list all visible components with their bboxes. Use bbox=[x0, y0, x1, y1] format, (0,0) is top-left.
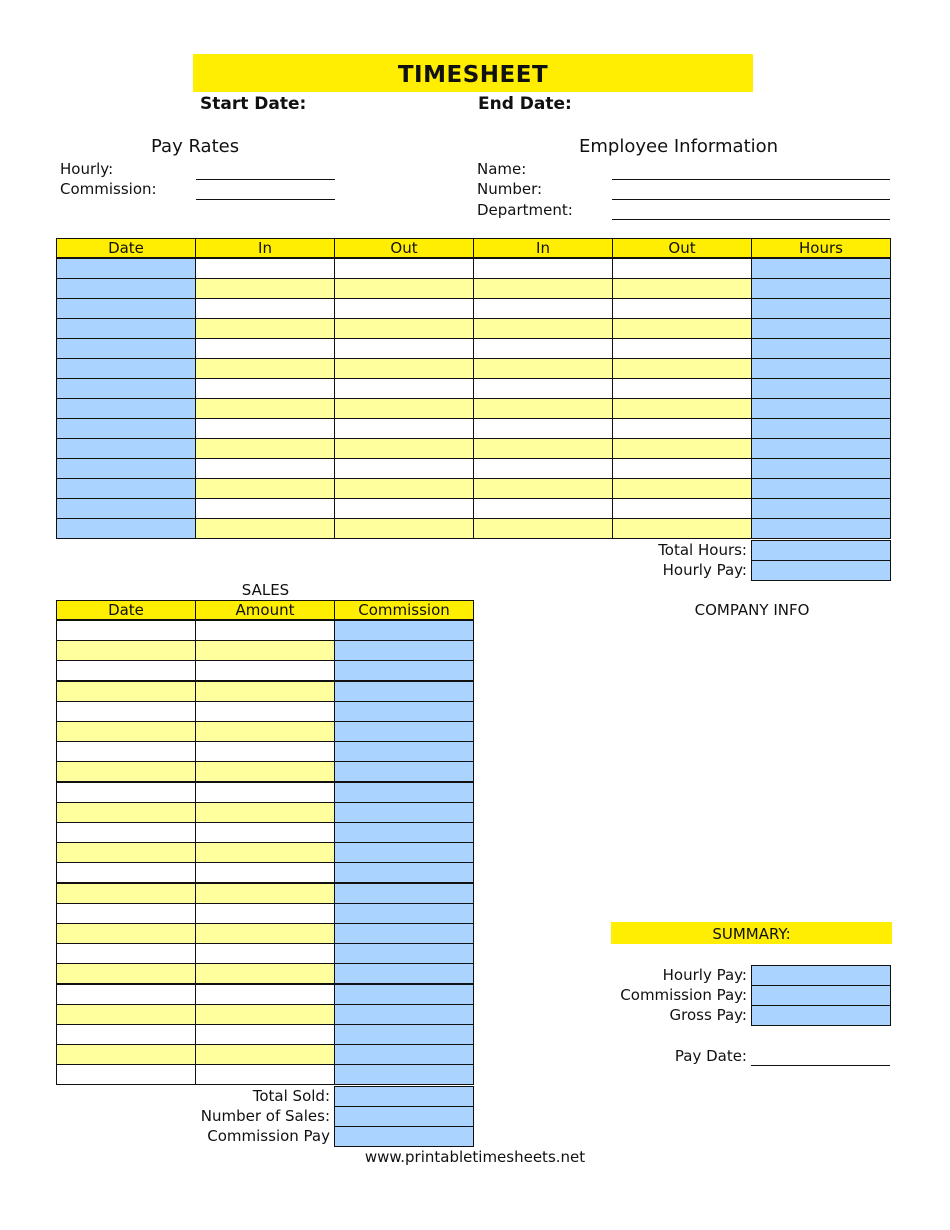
number-of-sales-field[interactable] bbox=[334, 1106, 474, 1127]
sales-cell-r11-c0[interactable] bbox=[56, 842, 196, 863]
time-cell-r2-c5[interactable] bbox=[751, 298, 891, 319]
time-cell-r6-c2[interactable] bbox=[334, 378, 474, 399]
time-cell-r12-c4[interactable] bbox=[612, 498, 752, 519]
sales-cell-r5-c0[interactable] bbox=[56, 721, 196, 742]
sales-header-amount: Amount bbox=[195, 600, 335, 620]
pay-date-field[interactable] bbox=[751, 1065, 890, 1066]
time-cell-r9-c4[interactable] bbox=[612, 438, 752, 459]
time-cell-r6-c5[interactable] bbox=[751, 378, 891, 399]
time-cell-r6-c1[interactable] bbox=[195, 378, 335, 399]
time-cell-r4-c5[interactable] bbox=[751, 338, 891, 359]
time-cell-r1-c3[interactable] bbox=[473, 278, 613, 299]
time-cell-r9-c5[interactable] bbox=[751, 438, 891, 459]
time-cell-r8-c5[interactable] bbox=[751, 418, 891, 439]
total-sold-field[interactable] bbox=[334, 1086, 474, 1107]
sales-cell-r6-c1[interactable] bbox=[195, 741, 335, 762]
sales-cell-r7-c2[interactable] bbox=[334, 761, 474, 782]
sales-cell-r13-c2[interactable] bbox=[334, 883, 474, 904]
time-header-in-3: In bbox=[473, 238, 613, 258]
time-cell-r11-c2[interactable] bbox=[334, 478, 474, 499]
department-label: Department: bbox=[477, 201, 573, 219]
number-of-sales-label: Number of Sales: bbox=[200, 1107, 330, 1125]
summary-hourly-pay-field[interactable] bbox=[751, 965, 891, 986]
sales-cell-r0-c1[interactable] bbox=[195, 620, 335, 641]
sales-cell-r16-c2[interactable] bbox=[334, 943, 474, 964]
sales-cell-r21-c1[interactable] bbox=[195, 1044, 335, 1065]
time-cell-r10-c4[interactable] bbox=[612, 458, 752, 479]
sales-cell-r18-c2[interactable] bbox=[334, 984, 474, 1005]
sales-cell-r17-c0[interactable] bbox=[56, 963, 196, 984]
sales-cell-r2-c1[interactable] bbox=[195, 660, 335, 681]
time-header-hours-5: Hours bbox=[751, 238, 891, 258]
sales-cell-r12-c0[interactable] bbox=[56, 862, 196, 883]
time-cell-r11-c5[interactable] bbox=[751, 478, 891, 499]
sales-cell-r18-c0[interactable] bbox=[56, 984, 196, 1005]
end-date-label: End Date: bbox=[478, 94, 572, 114]
time-header-in-1: In bbox=[195, 238, 335, 258]
pay-rates-heading: Pay Rates bbox=[151, 136, 240, 157]
time-cell-r12-c3[interactable] bbox=[473, 498, 613, 519]
sales-cell-r15-c0[interactable] bbox=[56, 923, 196, 944]
time-cell-r0-c4[interactable] bbox=[612, 258, 752, 279]
time-cell-r5-c2[interactable] bbox=[334, 358, 474, 379]
time-cell-r4-c2[interactable] bbox=[334, 338, 474, 359]
time-cell-r3-c4[interactable] bbox=[612, 318, 752, 339]
time-cell-r5-c3[interactable] bbox=[473, 358, 613, 379]
time-cell-r13-c1[interactable] bbox=[195, 518, 335, 539]
time-cell-r12-c0[interactable] bbox=[56, 498, 196, 519]
page-title: TIMESHEET bbox=[193, 54, 753, 92]
sales-cell-r8-c2[interactable] bbox=[334, 782, 474, 803]
time-cell-r4-c3[interactable] bbox=[473, 338, 613, 359]
time-cell-r7-c1[interactable] bbox=[195, 398, 335, 419]
time-cell-r6-c0[interactable] bbox=[56, 378, 196, 399]
time-cell-r3-c5[interactable] bbox=[751, 318, 891, 339]
time-cell-r1-c2[interactable] bbox=[334, 278, 474, 299]
time-cell-r10-c1[interactable] bbox=[195, 458, 335, 479]
sales-header-commission: Commission bbox=[334, 600, 474, 620]
time-cell-r5-c5[interactable] bbox=[751, 358, 891, 379]
time-cell-r9-c0[interactable] bbox=[56, 438, 196, 459]
time-cell-r5-c0[interactable] bbox=[56, 358, 196, 379]
sales-cell-r10-c1[interactable] bbox=[195, 822, 335, 843]
sales-cell-r11-c1[interactable] bbox=[195, 842, 335, 863]
sales-cell-r1-c0[interactable] bbox=[56, 640, 196, 661]
hourly-pay-label: Hourly Pay: bbox=[662, 561, 747, 579]
time-cell-r11-c0[interactable] bbox=[56, 478, 196, 499]
sales-cell-r4-c0[interactable] bbox=[56, 701, 196, 722]
summary-commission-pay-field[interactable] bbox=[751, 985, 891, 1006]
sales-cell-r13-c1[interactable] bbox=[195, 883, 335, 904]
sales-cell-r14-c1[interactable] bbox=[195, 903, 335, 924]
time-cell-r1-c5[interactable] bbox=[751, 278, 891, 299]
commission-rate-label: Commission: bbox=[60, 180, 157, 198]
sales-cell-r22-c1[interactable] bbox=[195, 1064, 335, 1085]
sales-cell-r9-c2[interactable] bbox=[334, 802, 474, 823]
time-cell-r2-c4[interactable] bbox=[612, 298, 752, 319]
time-cell-r8-c2[interactable] bbox=[334, 418, 474, 439]
time-cell-r6-c3[interactable] bbox=[473, 378, 613, 399]
time-cell-r1-c1[interactable] bbox=[195, 278, 335, 299]
company-info-label: COMPANY INFO bbox=[694, 601, 810, 619]
number-label: Number: bbox=[477, 180, 543, 198]
sales-cell-r14-c0[interactable] bbox=[56, 903, 196, 924]
sales-cell-r4-c2[interactable] bbox=[334, 701, 474, 722]
time-cell-r8-c3[interactable] bbox=[473, 418, 613, 439]
time-cell-r2-c3[interactable] bbox=[473, 298, 613, 319]
sales-cell-r1-c1[interactable] bbox=[195, 640, 335, 661]
name-label: Name: bbox=[477, 160, 527, 178]
time-cell-r12-c2[interactable] bbox=[334, 498, 474, 519]
commission-rate-field[interactable] bbox=[196, 199, 335, 200]
sales-cell-r22-c2[interactable] bbox=[334, 1064, 474, 1085]
time-cell-r0-c2[interactable] bbox=[334, 258, 474, 279]
sales-cell-r3-c2[interactable] bbox=[334, 681, 474, 702]
time-cell-r2-c1[interactable] bbox=[195, 298, 335, 319]
sales-heading: SALES bbox=[241, 581, 290, 599]
commission-pay-field[interactable] bbox=[334, 1126, 474, 1147]
time-cell-r4-c1[interactable] bbox=[195, 338, 335, 359]
sales-cell-r12-c1[interactable] bbox=[195, 862, 335, 883]
sales-cell-r19-c2[interactable] bbox=[334, 1004, 474, 1025]
time-cell-r7-c4[interactable] bbox=[612, 398, 752, 419]
time-cell-r5-c1[interactable] bbox=[195, 358, 335, 379]
sales-cell-r14-c2[interactable] bbox=[334, 903, 474, 924]
time-cell-r4-c0[interactable] bbox=[56, 338, 196, 359]
department-field[interactable] bbox=[612, 219, 890, 220]
time-cell-r8-c4[interactable] bbox=[612, 418, 752, 439]
sales-cell-r4-c1[interactable] bbox=[195, 701, 335, 722]
total-hours-field[interactable] bbox=[751, 540, 891, 561]
sales-cell-r3-c1[interactable] bbox=[195, 681, 335, 702]
sales-cell-r19-c0[interactable] bbox=[56, 1004, 196, 1025]
time-cell-r3-c3[interactable] bbox=[473, 318, 613, 339]
time-cell-r13-c4[interactable] bbox=[612, 518, 752, 539]
sales-cell-r13-c0[interactable] bbox=[56, 883, 196, 904]
time-cell-r11-c3[interactable] bbox=[473, 478, 613, 499]
time-cell-r11-c1[interactable] bbox=[195, 478, 335, 499]
time-cell-r10-c2[interactable] bbox=[334, 458, 474, 479]
gross-pay-label: Gross Pay: bbox=[669, 1006, 747, 1024]
sales-cell-r19-c1[interactable] bbox=[195, 1004, 335, 1025]
sales-cell-r9-c0[interactable] bbox=[56, 802, 196, 823]
time-cell-r11-c4[interactable] bbox=[612, 478, 752, 499]
time-cell-r4-c4[interactable] bbox=[612, 338, 752, 359]
sales-cell-r21-c2[interactable] bbox=[334, 1044, 474, 1065]
employee-info-heading: Employee Information bbox=[579, 136, 779, 157]
time-cell-r5-c4[interactable] bbox=[612, 358, 752, 379]
sales-cell-r15-c1[interactable] bbox=[195, 923, 335, 944]
footer-url: www.printabletimesheets.net bbox=[364, 1148, 586, 1166]
time-cell-r9-c2[interactable] bbox=[334, 438, 474, 459]
sales-cell-r15-c2[interactable] bbox=[334, 923, 474, 944]
sales-cell-r9-c1[interactable] bbox=[195, 802, 335, 823]
sales-cell-r17-c2[interactable] bbox=[334, 963, 474, 984]
sales-cell-r8-c0[interactable] bbox=[56, 782, 196, 803]
sales-cell-r7-c0[interactable] bbox=[56, 761, 196, 782]
gross-pay-field[interactable] bbox=[751, 1005, 891, 1026]
sales-cell-r16-c1[interactable] bbox=[195, 943, 335, 964]
sales-cell-r11-c2[interactable] bbox=[334, 842, 474, 863]
time-cell-r12-c1[interactable] bbox=[195, 498, 335, 519]
start-date-label: Start Date: bbox=[200, 94, 307, 114]
sales-header-date: Date bbox=[56, 600, 196, 620]
time-cell-r1-c0[interactable] bbox=[56, 278, 196, 299]
time-header-out-2: Out bbox=[334, 238, 474, 258]
time-header-out-4: Out bbox=[612, 238, 752, 258]
sales-cell-r0-c2[interactable] bbox=[334, 620, 474, 641]
sales-cell-r17-c1[interactable] bbox=[195, 963, 335, 984]
time-cell-r0-c1[interactable] bbox=[195, 258, 335, 279]
sales-cell-r10-c0[interactable] bbox=[56, 822, 196, 843]
sales-cell-r7-c1[interactable] bbox=[195, 761, 335, 782]
hourly-pay-field[interactable] bbox=[751, 560, 891, 581]
sales-cell-r22-c0[interactable] bbox=[56, 1064, 196, 1085]
sales-cell-r0-c0[interactable] bbox=[56, 620, 196, 641]
time-cell-r7-c2[interactable] bbox=[334, 398, 474, 419]
sales-cell-r1-c2[interactable] bbox=[334, 640, 474, 661]
time-cell-r8-c1[interactable] bbox=[195, 418, 335, 439]
pay-date-label: Pay Date: bbox=[674, 1047, 747, 1065]
time-cell-r2-c2[interactable] bbox=[334, 298, 474, 319]
commission-pay-label: Commission Pay bbox=[207, 1127, 330, 1145]
number-field[interactable] bbox=[612, 199, 890, 200]
time-cell-r13-c3[interactable] bbox=[473, 518, 613, 539]
total-sold-label: Total Sold: bbox=[252, 1087, 330, 1105]
sales-cell-r18-c1[interactable] bbox=[195, 984, 335, 1005]
time-cell-r3-c1[interactable] bbox=[195, 318, 335, 339]
sales-cell-r8-c1[interactable] bbox=[195, 782, 335, 803]
hourly-rate-label: Hourly: bbox=[60, 160, 114, 178]
sales-cell-r12-c2[interactable] bbox=[334, 862, 474, 883]
summary-commission-pay-label: Commission Pay: bbox=[620, 986, 747, 1004]
time-cell-r6-c4[interactable] bbox=[612, 378, 752, 399]
time-cell-r0-c0[interactable] bbox=[56, 258, 196, 279]
time-cell-r13-c5[interactable] bbox=[751, 518, 891, 539]
sales-cell-r6-c2[interactable] bbox=[334, 741, 474, 762]
sales-cell-r21-c0[interactable] bbox=[56, 1044, 196, 1065]
sales-cell-r5-c2[interactable] bbox=[334, 721, 474, 742]
sales-cell-r6-c0[interactable] bbox=[56, 741, 196, 762]
time-cell-r10-c5[interactable] bbox=[751, 458, 891, 479]
time-cell-r7-c0[interactable] bbox=[56, 398, 196, 419]
time-cell-r9-c1[interactable] bbox=[195, 438, 335, 459]
hourly-rate-field[interactable] bbox=[196, 179, 335, 180]
time-cell-r13-c2[interactable] bbox=[334, 518, 474, 539]
time-cell-r8-c0[interactable] bbox=[56, 418, 196, 439]
time-cell-r12-c5[interactable] bbox=[751, 498, 891, 519]
time-cell-r2-c0[interactable] bbox=[56, 298, 196, 319]
time-cell-r10-c3[interactable] bbox=[473, 458, 613, 479]
sales-cell-r20-c1[interactable] bbox=[195, 1024, 335, 1045]
sales-cell-r20-c0[interactable] bbox=[56, 1024, 196, 1045]
sales-cell-r16-c0[interactable] bbox=[56, 943, 196, 964]
sales-cell-r10-c2[interactable] bbox=[334, 822, 474, 843]
sales-table bbox=[56, 600, 474, 1086]
time-cell-r10-c0[interactable] bbox=[56, 458, 196, 479]
sales-cell-r20-c2[interactable] bbox=[334, 1024, 474, 1045]
total-hours-label: Total Hours: bbox=[658, 541, 747, 559]
summary-heading: SUMMARY: bbox=[611, 922, 892, 944]
time-cell-r13-c0[interactable] bbox=[56, 518, 196, 539]
time-cell-r9-c3[interactable] bbox=[473, 438, 613, 459]
time-cell-r7-c3[interactable] bbox=[473, 398, 613, 419]
time-cell-r1-c4[interactable] bbox=[612, 278, 752, 299]
time-cell-r0-c3[interactable] bbox=[473, 258, 613, 279]
time-cell-r3-c2[interactable] bbox=[334, 318, 474, 339]
time-cell-r3-c0[interactable] bbox=[56, 318, 196, 339]
time-cell-r0-c5[interactable] bbox=[751, 258, 891, 279]
time-table bbox=[56, 238, 891, 540]
sales-cell-r2-c0[interactable] bbox=[56, 660, 196, 681]
name-field[interactable] bbox=[612, 179, 890, 180]
time-cell-r7-c5[interactable] bbox=[751, 398, 891, 419]
summary-hourly-pay-label: Hourly Pay: bbox=[662, 966, 747, 984]
sales-cell-r2-c2[interactable] bbox=[334, 660, 474, 681]
time-header-date-0: Date bbox=[56, 238, 196, 258]
sales-cell-r5-c1[interactable] bbox=[195, 721, 335, 742]
sales-cell-r3-c0[interactable] bbox=[56, 681, 196, 702]
